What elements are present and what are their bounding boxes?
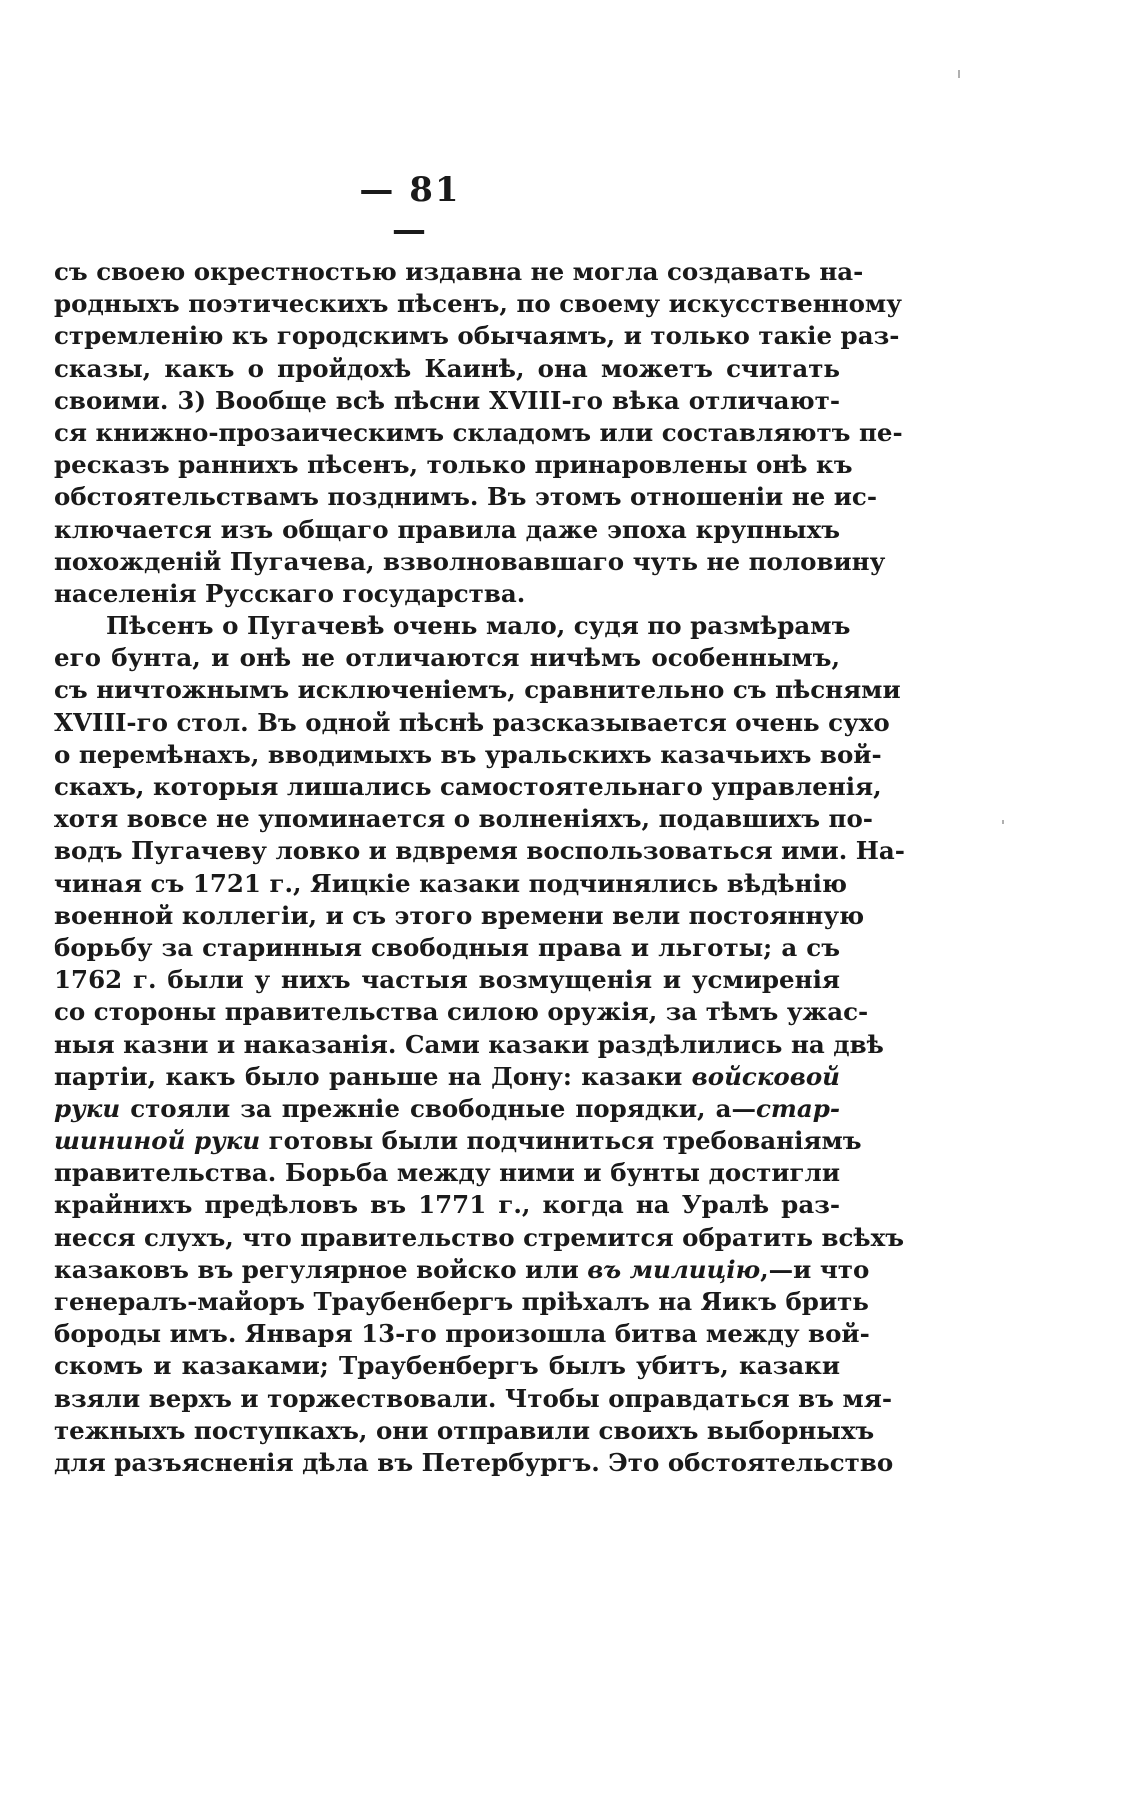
page-number: — 81 — xyxy=(359,170,461,250)
text-line: несся слухъ, что правительство стремится обратить всѣхъ xyxy=(54,1222,905,1252)
text-line: борьбу за старинныя свободныя права и льготы; а съ xyxy=(54,932,840,962)
scan-speck xyxy=(958,70,960,78)
text-line: XVIII-го стол. Въ одной пѣснѣ разсказывается очень сухо xyxy=(54,707,890,737)
text-line: 1762 г. были у нихъ частыя возмущенія и усмиренія xyxy=(54,965,840,995)
text-line: съ своею окрестностью издавна не могла создавать на- xyxy=(54,257,864,286)
text-line: своими. 3) Вообще всѣ пѣсни XVIII-го вѣка отличают- xyxy=(54,385,840,415)
text-line: скахъ, которыя лишались самостоятельнаго управленія, xyxy=(54,772,882,801)
text-line: населенія Русскаго государства. xyxy=(54,578,526,608)
text-line: взяли верхъ и торжествовали. Чтобы оправдаться въ мя- xyxy=(54,1383,893,1413)
text-line: стремленію къ городскимъ обычаямъ, и только такіе раз- xyxy=(54,321,900,351)
text-line: ныя казни и наказанія. Сами казаки раздѣлились на двѣ xyxy=(54,1029,884,1059)
text-line: тежныхъ поступкахъ, они отправили своихъ выборныхъ xyxy=(54,1415,875,1445)
paragraph xyxy=(54,256,903,610)
text-line: казаковъ въ регулярное войско или въ милицію,—и что xyxy=(54,1254,870,1284)
text-line: правительства. Борьба между ними и бунты достигли xyxy=(54,1158,840,1188)
text-line: шининой руки готовы были подчиниться требованіямъ xyxy=(54,1126,862,1156)
italic-text: войсковой xyxy=(691,1061,840,1091)
text-line: о перемѣнахъ, вводимыхъ въ уральскихъ казачьихъ вой- xyxy=(54,739,882,769)
text-line: водъ Пугачеву ловко и вдвремя воспользоваться ими. На- xyxy=(54,836,905,866)
text-line: чиная съ 1721 г., Яицкіе казаки подчинялись вѣдѣнію xyxy=(54,868,847,898)
text-line: ключается изъ общаго правила даже эпоха крупныхъ xyxy=(54,514,840,544)
text-line: руки стояли за прежніе свободные порядки, а—стар- xyxy=(54,1093,840,1123)
text-line: со стороны правительства силою оружія, за тѣмъ ужас- xyxy=(54,997,869,1027)
text-line: генералъ-майоръ Траубенбергъ пріѣхалъ на Яикъ брить xyxy=(54,1287,869,1316)
text-line: скомъ и казаками; Траубенбергъ былъ убитъ, казаки xyxy=(54,1351,840,1381)
text-line: ся книжно-прозаическимъ складомъ или составляютъ пе- xyxy=(54,417,903,447)
text-line: бороды имъ. Января 13-го произошла битва между вой- xyxy=(54,1319,870,1349)
italic-text: въ милицію xyxy=(587,1254,761,1284)
text-line: партіи, какъ было раньше на Дону: казаки войсковой xyxy=(54,1061,840,1091)
text-line: Пѣсенъ о Пугачевѣ очень мало, судя по размѣрамъ xyxy=(106,611,851,641)
text-line: для разъясненія дѣла въ Петербургъ. Это обстоятельство xyxy=(54,1447,894,1477)
text-line: похожденій Пугачева, взволновавшаго чуть не половину xyxy=(54,546,886,576)
italic-text: стар- xyxy=(755,1093,840,1123)
paragraph xyxy=(54,610,905,1479)
text-line: хотя вовсе не упоминается о волненіяхъ, подавшихъ по- xyxy=(54,804,873,834)
text-line: сказы, какъ о пройдохѣ Каинѣ, она можетъ считать xyxy=(54,353,840,383)
text-line: военной коллегіи, и съ этого времени вели постоянную xyxy=(54,900,865,930)
italic-text: руки xyxy=(54,1093,121,1123)
body-text xyxy=(54,256,905,1479)
text-line: съ ничтожнымъ исключеніемъ, сравнительно съ пѣснями xyxy=(54,675,901,705)
text-line: родныхъ поэтическихъ пѣсенъ, по своему искусственному xyxy=(54,289,902,319)
text-line: его бунта, и онѣ не отличаются ничѣмъ особеннымъ, xyxy=(54,643,840,673)
scan-speck xyxy=(1002,820,1004,824)
italic-text: шининой руки xyxy=(54,1126,261,1156)
text-line: крайнихъ предѣловъ въ 1771 г., когда на Уралѣ раз- xyxy=(54,1190,840,1220)
text-line: ресказъ раннихъ пѣсенъ, только принаровлены онѣ къ xyxy=(54,450,853,480)
text-line: обстоятельствамъ позднимъ. Въ этомъ отношеніи не ис- xyxy=(54,482,878,512)
